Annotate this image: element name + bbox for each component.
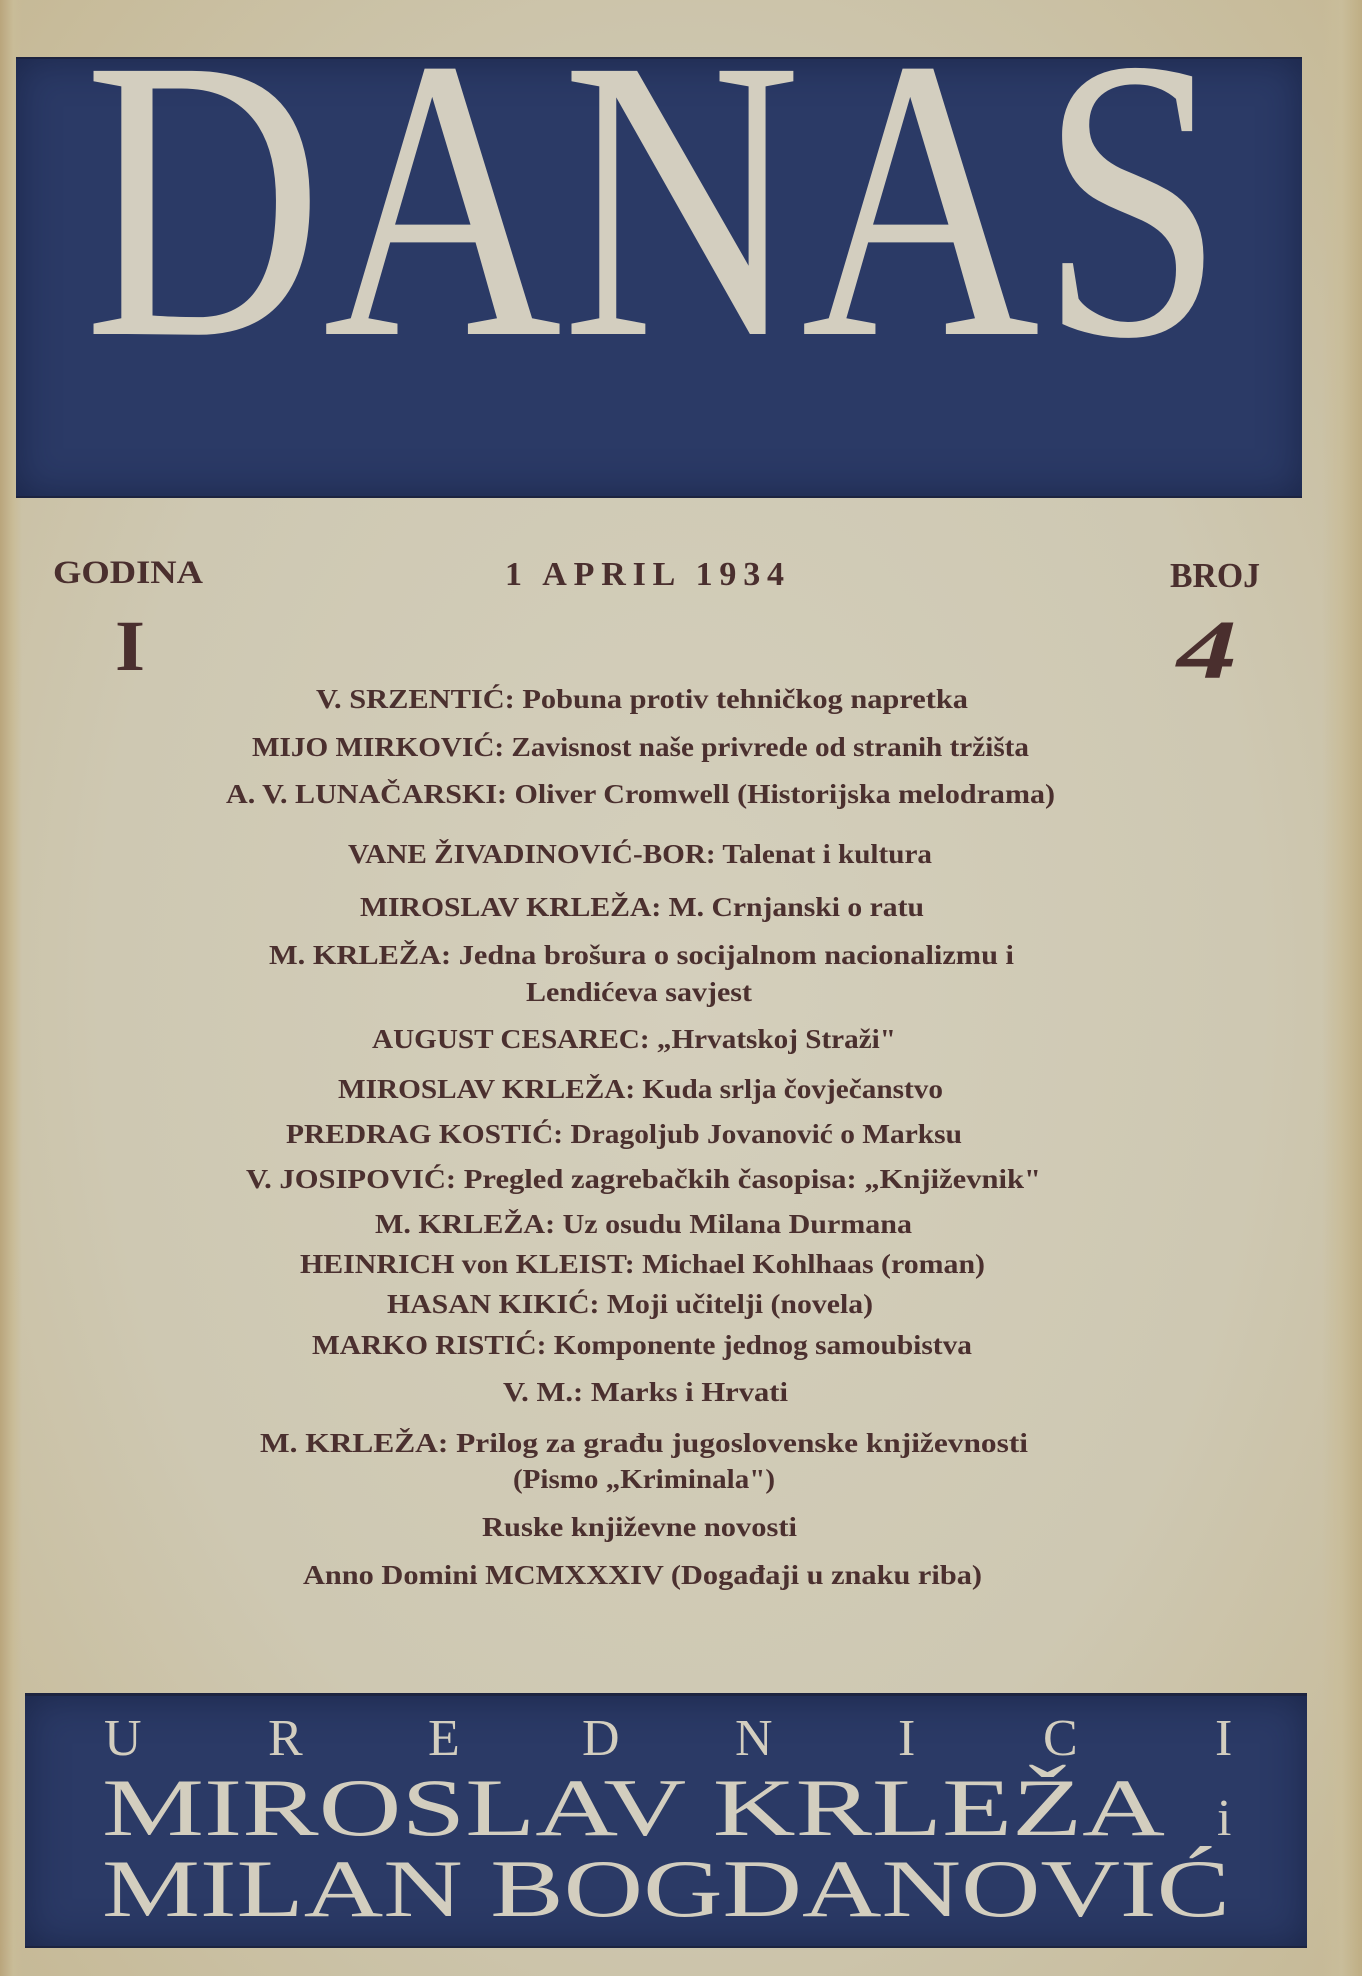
toc-entry: M. KRLEŽA: Prilog za građu jugoslovenske književnosti <box>260 1428 1029 1458</box>
toc-entry: AUGUST CESAREC: „Hrvatskoj Straži" <box>372 1024 896 1054</box>
editor-name-1: MIROSLAV KRLEŽA <box>102 1762 1165 1853</box>
toc-entry: V. JOSIPOVIĆ: Pregled zagrebačkih časopisa: „Književnik" <box>246 1164 1041 1194</box>
toc-entry-continuation: Lendićeva savjest <box>526 977 752 1007</box>
editors-label-letter: D <box>582 1710 620 1767</box>
editors-conjunction: i <box>1217 1790 1232 1847</box>
toc-entry: A. V. LUNAČARSKI: Oliver Cromwell (Historijska melodrama) <box>226 779 1055 809</box>
toc-entry: VANE ŽIVADINOVIĆ-BOR: Talenat i kultura <box>348 839 933 869</box>
toc-entry: HASAN KIKIĆ: Moji učitelji (novela) <box>387 1289 873 1319</box>
editors-label-letter: C <box>1043 1710 1078 1767</box>
toc-entry: MIJO MIRKOVIĆ: Zavisnost naše privrede od stranih tržišta <box>252 732 1030 762</box>
toc-entry: MIROSLAV KRLEŽA: M. Crnjanski o ratu <box>360 892 924 922</box>
editors-label-letter: I <box>898 1710 916 1767</box>
editors-label-letter: I <box>1215 1710 1233 1767</box>
toc-entry: PREDRAG KOSTIĆ: Dragoljub Jovanović o Marksu <box>286 1119 962 1149</box>
toc-entry: V. SRZENTIĆ: Pobuna protiv tehničkog napretka <box>316 684 969 714</box>
masthead-title: DANAS <box>84 0 1224 422</box>
editor-name-2: MILAN BOGDANOVIĆ <box>102 1843 1230 1934</box>
masthead <box>84 0 1224 422</box>
table-of-contents <box>226 684 1055 1590</box>
toc-entry: V. M.: Marks i Hrvati <box>503 1377 789 1407</box>
editors-label-letter: R <box>268 1710 303 1767</box>
toc-entry: M. KRLEŽA: Jedna brošura o socijalnom nacionalizmu i <box>269 940 1015 970</box>
toc-entry: MIROSLAV KRLEŽA: Kuda srlja čovječanstvo <box>338 1074 943 1104</box>
issue-info <box>53 555 1260 697</box>
editors-label-letter: N <box>735 1710 773 1767</box>
editors-block <box>102 1710 1232 1934</box>
issue-date: 1 APRIL 1934 <box>505 556 784 593</box>
issue-value: 4 <box>1174 604 1237 697</box>
editors-label-letter: U <box>104 1710 142 1767</box>
toc-entry: HEINRICH von KLEIST: Michael Kohlhaas (roman) <box>300 1249 985 1279</box>
toc-entry: Ruske književne novosti <box>482 1512 798 1542</box>
toc-entry: MARKO RISTIĆ: Komponente jednog samoubistva <box>312 1330 973 1360</box>
issue-label: BROJ <box>1170 556 1260 595</box>
year-label: GODINA <box>53 555 204 591</box>
toc-entry: Anno Domini MCMXXXIV (Događaji u znaku riba) <box>303 1560 982 1590</box>
toc-entry-continuation: (Pismo „Kriminala") <box>513 1464 775 1494</box>
toc-entry: M. KRLEŽA: Uz osudu Milana Durmana <box>375 1209 913 1239</box>
editors-label-letter: E <box>428 1710 460 1767</box>
year-value: I <box>115 606 145 686</box>
